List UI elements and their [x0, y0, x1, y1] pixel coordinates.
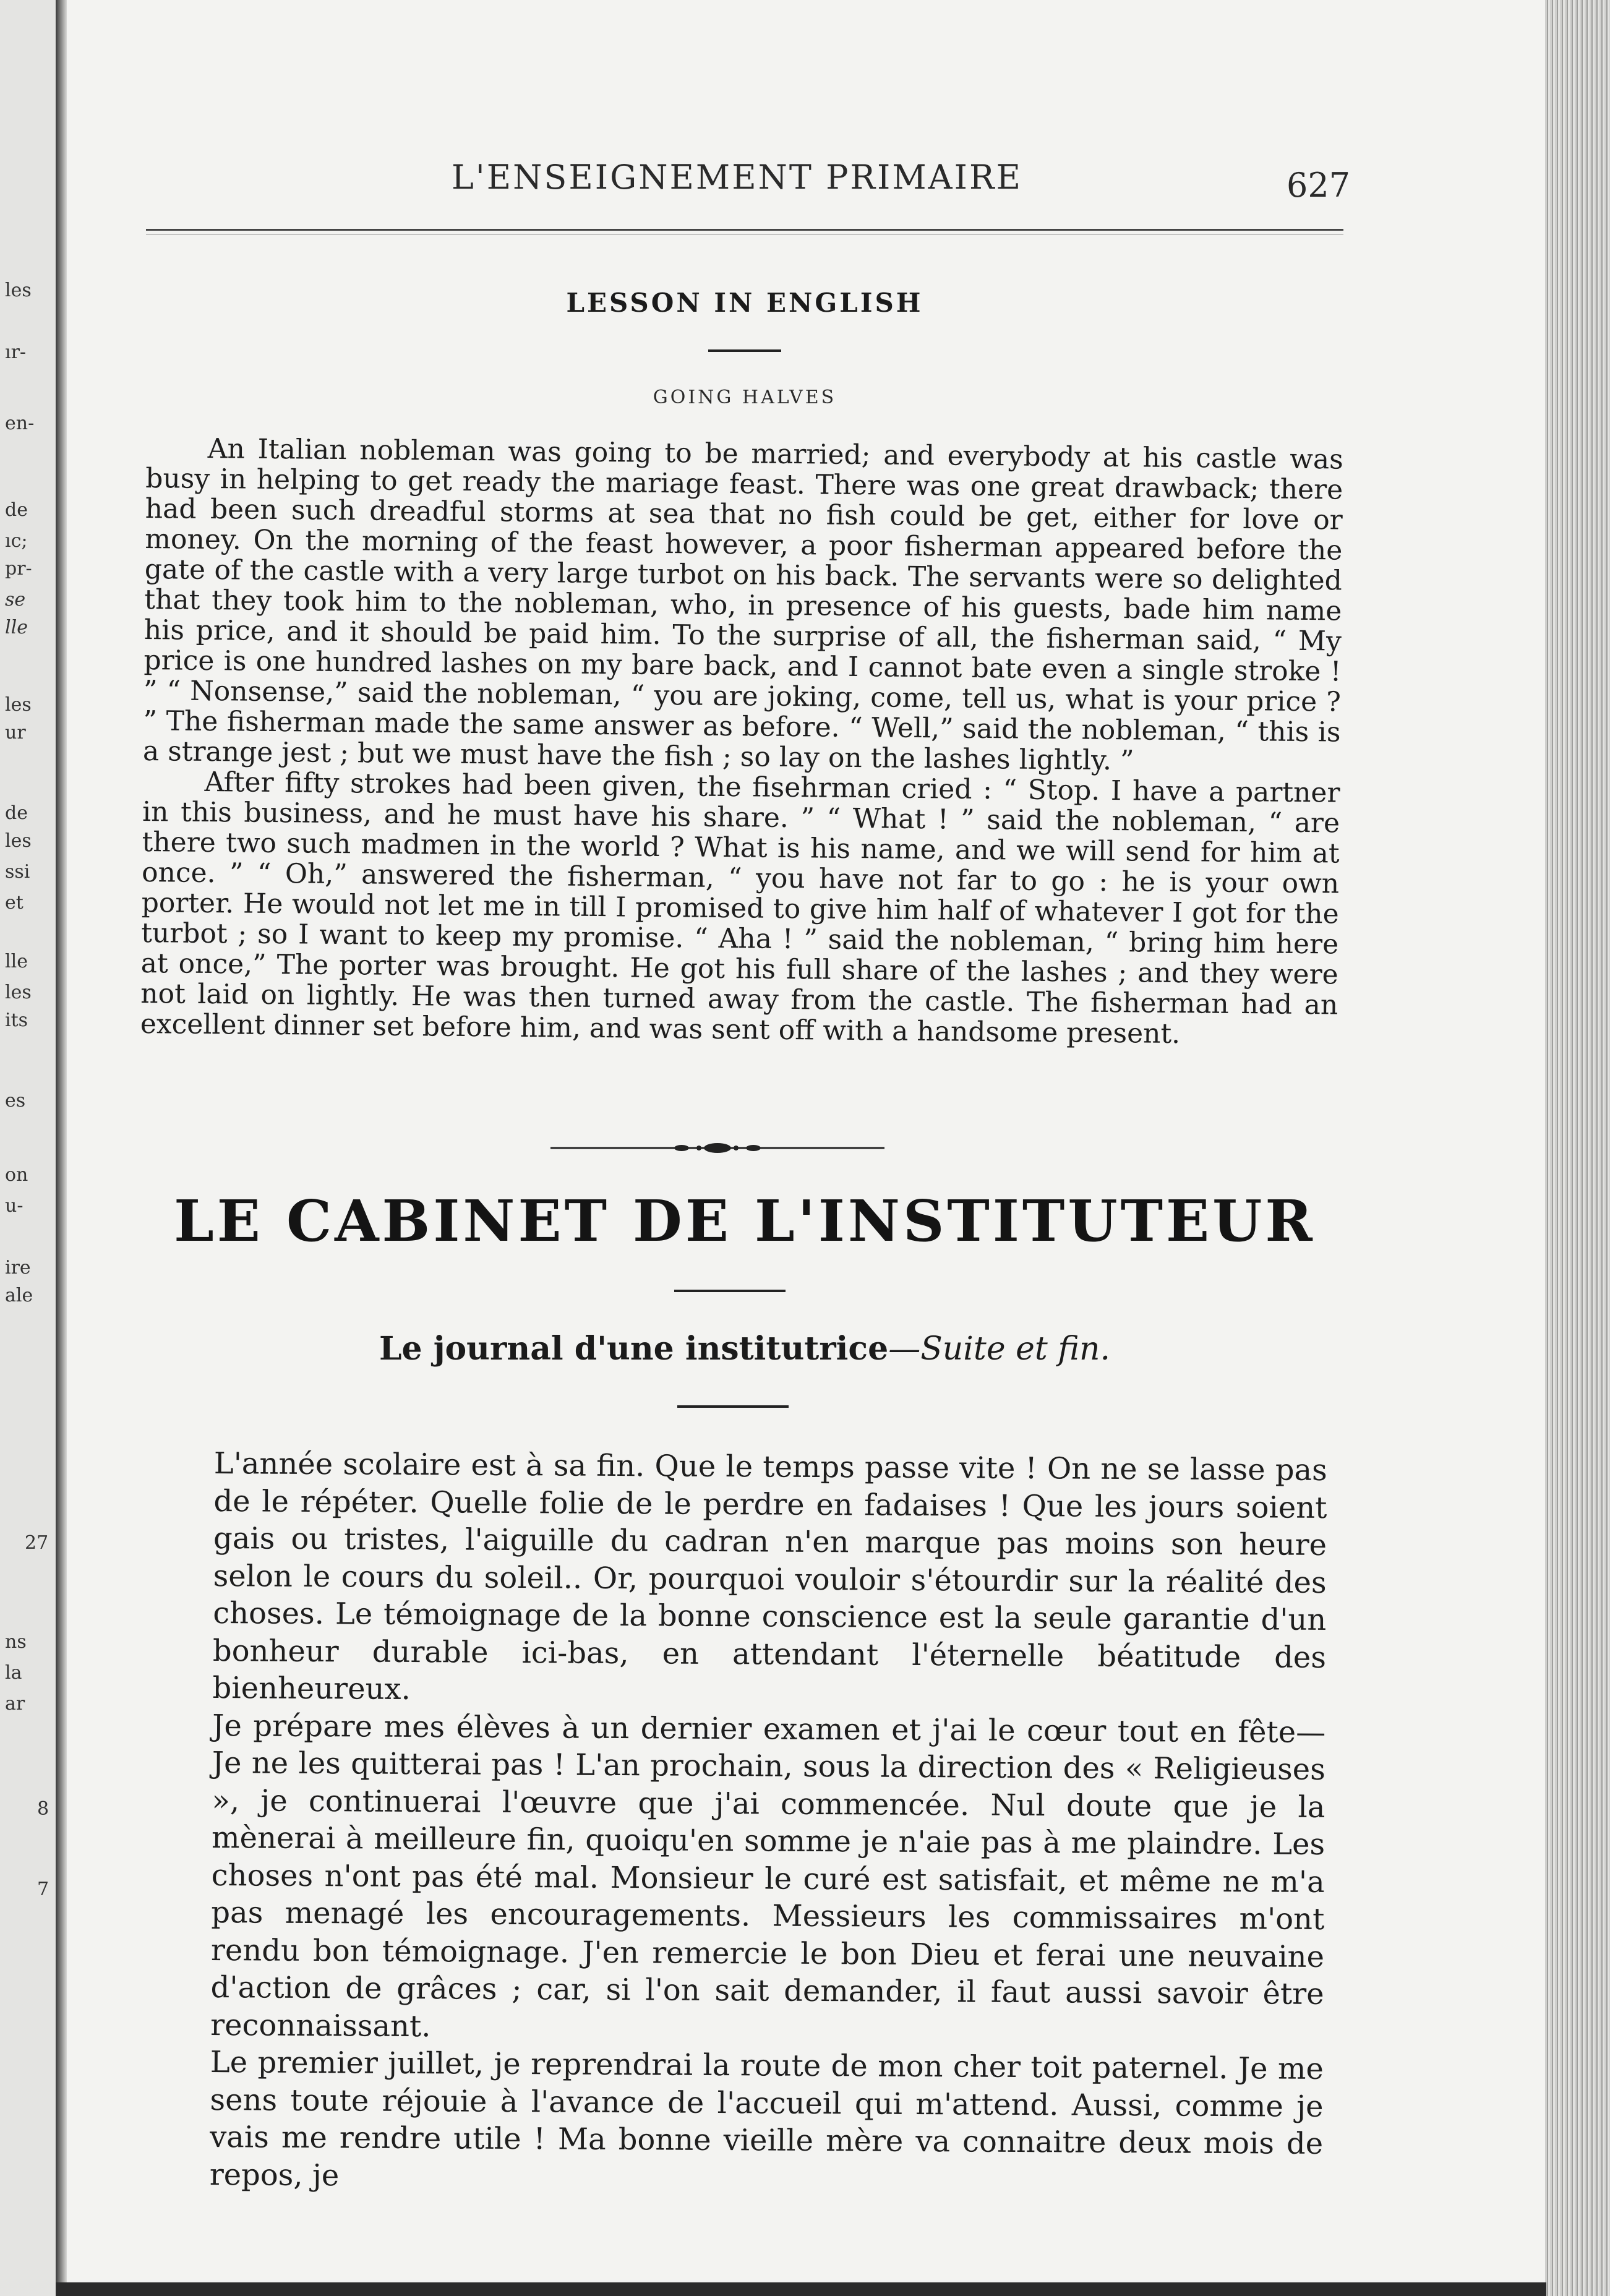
facing-page-fragment: its: [5, 1009, 28, 1031]
facing-page-fragment: ır-: [5, 341, 27, 363]
facing-page-fragment: on: [5, 1164, 28, 1186]
divider-rule: [677, 1405, 789, 1408]
lesson-title: LESSON IN ENGLISH: [566, 288, 923, 318]
lesson-paragraph: An Italian nobleman was going to be married; and everybody at his castle was busy in helping to get ready the mariage feast. There was one great drawback; there had been such dreadful storms at sea that no fish could be get, either for love or money. On the morning of the feast however, a poor fisherman appeared before the gate of the castle with a very large turbot on his back. The servants were so delighted that they took him to the nobleman, who, in presence of his guests, bade him name his price, and it should be paid him. To the surprise of all, the fisherman said, “ My price is one hundred lashes on my bare back, and I cannot bate even a single stroke ! ” “ Nonsense,” said the nobleman, “ you are joking, come, tell us, what is your price ? ” The fisherman made the same answer as before. “ Well,” said the nobleman, “ this is a strange jest ; but we must have the fish ; so lay on the lashes lightly. ”: [142, 432, 1343, 777]
facing-page-fragment: pr-: [5, 558, 32, 580]
book-gutter: [56, 0, 67, 2296]
lesson-subtitle: GOING HALVES: [653, 387, 837, 408]
facing-page-fragment: les: [5, 280, 32, 301]
facing-page-fragment: en-: [5, 413, 35, 434]
journal-title: [146, 1330, 1343, 1368]
divider-rule: [708, 349, 781, 352]
facing-page-fragment: la: [5, 1662, 22, 1684]
journal-paragraph: Je prépare mes élèves à un dernier examen et j'ai le cœur tout en fête—Je ne les quitterai pas ! L'an prochain, sous la direction des « Religieuses », je continuerai l'œuvre que j'ai commencée. Nul doute que je la mènerai à meilleure fin, quoiqu'en somme je n'aie pas à me plaindre. Les choses n'ont pas été mal. Monsieur le curé est satisfait, et même ne m'a pas menagé les encouragements. Messieurs les commissaires m'ont rendu bon témoignage. J'en remercie le bon Dieu et ferai une neuvaine d'action de grâces ; car, si l'on sait demander, il faut aussi savoir être reconnaissant.: [210, 1708, 1326, 2044]
facing-page-fragment: 27: [25, 1532, 49, 1554]
facing-page-fragment: ar: [5, 1693, 25, 1715]
ornamental-divider: [550, 1142, 884, 1154]
journal-title-suffix: —Suite et fin.: [888, 1330, 1111, 1368]
divider-rule: [674, 1290, 786, 1292]
facing-page-fragment: les: [5, 694, 32, 716]
facing-page-fragment: es: [5, 1090, 26, 1112]
facing-page-fragment: de: [5, 499, 28, 521]
facing-page-fragment: ıc;: [5, 530, 28, 552]
facing-page-fragment: ns: [5, 1631, 27, 1653]
facing-page-fragment: lle: [5, 617, 28, 638]
facing-page-fragment: les: [5, 830, 32, 852]
lesson-body: [140, 433, 1343, 1051]
journal-paragraph: L'année scolaire est à sa fin. Que le temps passe vite ! On ne se lasse pas de le répéter. Quelle folie de le perdre en fadaises ! Que les jours soient gais ou tristes, l'aiguille du cadran n'en marque pas moins son heure selon le cours du soleil.. Or, pourquoi vouloir s'étourdir sur la réalité des choses. Le témoignage de la bonne conscience est la seule garantie d'un bonheur durable ici-bas, en attendant l'éternelle béatitude des bienheureux.: [212, 1446, 1327, 1707]
facing-page-fragment: de: [5, 802, 28, 824]
page-bottom-shadow: [56, 2282, 1546, 2296]
facing-page-fragment: ur: [5, 722, 26, 743]
facing-page-fragment: ire: [5, 1257, 31, 1279]
facing-page-fragment: les: [5, 982, 32, 1003]
journal-title-main: Le journal d'une institutrice: [379, 1330, 889, 1368]
journal-paragraph: Le premier juillet, je reprendrai la route de mon cher toit paternel. Je me sens toute réjouie à l'avance de l'accueil qui m'attend. Aussi, comme je vais me rendre utile ! Ma bonne vieille mère va connaitre deux mois de repos, je: [209, 2044, 1324, 2193]
facing-page-fragment: 7: [37, 1878, 49, 1900]
facing-page-fragment: lle: [5, 951, 28, 972]
facing-page-fragment: ale: [5, 1285, 33, 1306]
page-number: 627: [1287, 166, 1351, 205]
header-rule: [146, 229, 1343, 234]
running-head: L'ENSEIGNEMENT PRIMAIRE: [452, 158, 1023, 197]
facing-page-fragment: u-: [5, 1195, 24, 1217]
facing-page-fragment: ssi: [5, 861, 30, 883]
facing-page-fragment: se: [5, 589, 26, 610]
facing-page: [0, 0, 56, 2296]
page-edges: [1545, 0, 1610, 2296]
facing-page-fragment: 8: [37, 1798, 49, 1820]
facing-page-fragment: et: [5, 892, 24, 914]
journal-body: [210, 1445, 1327, 2200]
section-title: LE CABINET DE L'INSTITUTEUR: [174, 1188, 1316, 1254]
lesson-paragraph: After fifty strokes had been given, the fisehrman cried : “ Stop. I have a partner in this business, and he must have his share. ” “ What ! ” said the nobleman, “ are there two such madmen in the world ? What is his name, and we will send for him at once. ” “ Oh,” answered the fisherman, “ you have not far to go : he is your own porter. He would not let me in till I promised to give him half of whatever I got for the turbot ; so I want to keep my promise. “ Aha ! ” said the nobleman, “ bring him here at once,” The porter was brought. He got his full share of the lashes ; and they were not laid on lightly. He was then turned away from the castle. The fisherman had an excellent dinner set before him, and was sent off with a handsome present.: [140, 766, 1340, 1050]
